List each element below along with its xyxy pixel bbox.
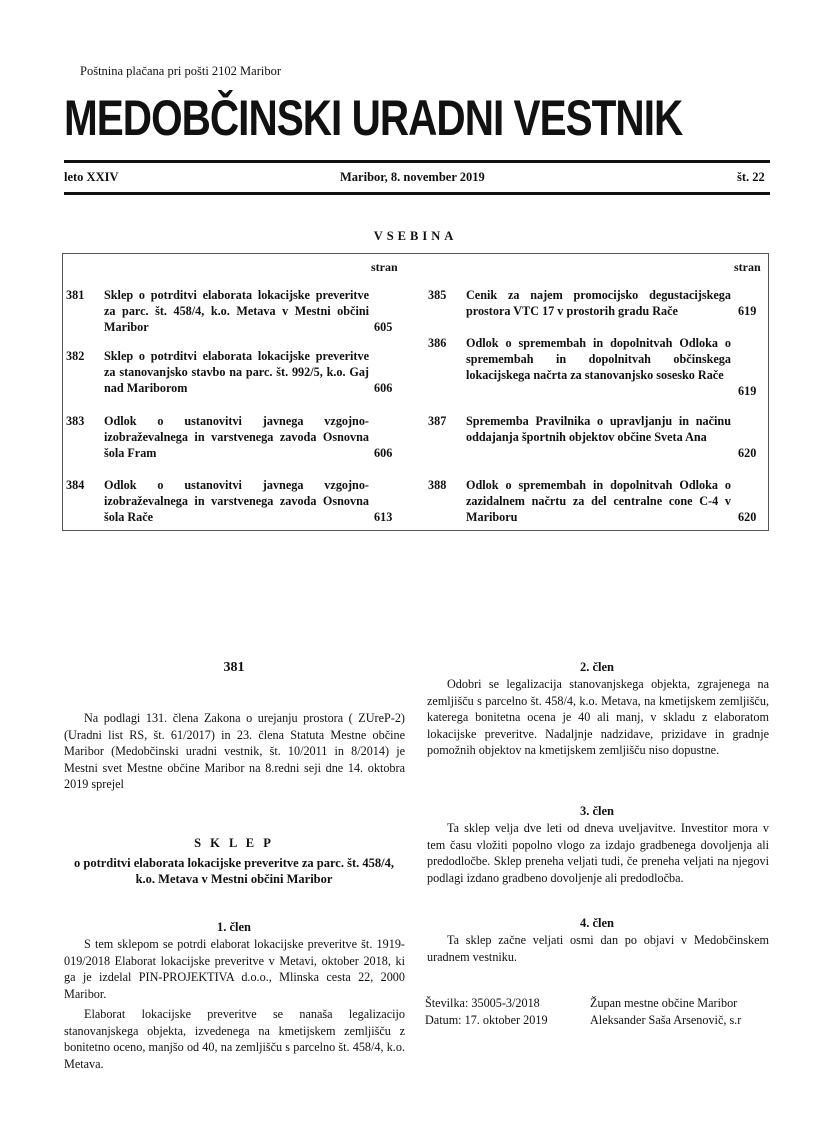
header-top-rule [64, 160, 770, 163]
toc-entry-386[interactable] [428, 335, 763, 401]
article-1-paragraph-2: Elaborat lokacijske preveritve se nanaša legalizacijo stanovanjskega objekta, izvedenega na kmetijskem zemljišču z bonitetno oceno, manjšo od 40, na zemljišču s parcelno št. 458/4, k.o. Metava. [64, 1007, 405, 1071]
issue-place-date: Maribor, 8. november 2019 [340, 170, 485, 184]
toc-entry-383[interactable] [66, 413, 396, 463]
toc-entry-title: Odlok o ustanovitvi javnega vzgojno-izobraževalnega in varstvenega zavoda Osnovna šola Rače [104, 478, 369, 524]
toc-page-header-left: stran [371, 260, 398, 274]
toc-entry-388[interactable] [428, 477, 763, 527]
decision-title: S K L E P [194, 836, 274, 850]
article-3-body [427, 820, 769, 886]
toc-entry-title: Odlok o spremembah in dopolnitvah Odloka o zazidalnem načrtu za del centralne cone C-4 v Mariboru [466, 478, 731, 524]
toc-page-header-right: stran [734, 260, 761, 274]
toc-entry-number: 384 [66, 478, 85, 492]
toc-entry-page: 619 [738, 304, 757, 318]
toc-entry-number: 383 [66, 414, 85, 428]
issue-year: leto XXIV [64, 170, 119, 184]
toc-entry-number: 388 [428, 478, 447, 492]
decision-subtitle: o potrditvi elaborata lokacijske preveritve za parc. št. 458/4, k.o. Metava v Mestni občini Maribor [74, 856, 394, 886]
toc-entry-number: 385 [428, 288, 447, 302]
article-2-heading: 2. člen [579, 660, 615, 674]
toc-entry-385[interactable] [428, 287, 763, 323]
preamble-text: Na podlagi 131. člena Zakona o urejanju prostora ( ZUreP-2) (Uradni list RS, št. 61/2017) in 23. člena Statuta Mestne občine Maribor (Medobčinski uradni vestnik, št. 10/2011 in 8/2014) je Mestni svet Mestne občine Maribor na 8.redni seji dne 14. oktobra 2019 sprejel [64, 711, 405, 791]
article-number: 381 [223, 660, 245, 675]
header-bottom-rule [64, 192, 770, 195]
toc-entry-page: 620 [738, 510, 757, 524]
article-3-heading: 3. člen [579, 804, 615, 818]
toc-entry-title: Sklep o potrditvi elaborata lokacijske preveritve za stanovanjsko stavbo na parc. št. 992/5, k.o. Gaj nad Mariborom [104, 349, 369, 395]
article-preamble [64, 710, 405, 793]
toc-entry-title: Sklep o potrditvi elaborata lokacijske preveritve za parc. št. 458/4, k.o. Metava v Mestni občini Maribor [104, 288, 369, 334]
postage-note: Poštnina plačana pri pošti 2102 Maribor [80, 64, 282, 78]
toc-entry-page: 606 [374, 446, 393, 460]
toc-entry-384[interactable] [66, 477, 396, 527]
toc-entry-title: Odlok o spremembah in dopolnitvah Odloka o spremembah in dopolnitvah občinskega lokacijskega načrta za stanovanjsko sosesko Rače [466, 336, 731, 382]
toc-entry-page: 605 [374, 320, 393, 334]
signature-role: Župan mestne občine Maribor [590, 996, 738, 1010]
signature-number: Številka: 35005-3/2018 [425, 996, 540, 1010]
toc-entry-number: 386 [428, 336, 447, 350]
signature-name: Aleksander Saša Arsenovič, s.r [590, 1013, 742, 1027]
toc-entry-number: 381 [66, 288, 85, 302]
table-of-contents [62, 253, 769, 531]
article-1-body [64, 936, 405, 1072]
article-4-body [427, 932, 769, 965]
article-4-paragraph: Ta sklep začne veljati osmi dan po objavi v Medobčinskem uradnem vestniku. [427, 933, 769, 964]
toc-entry-number: 382 [66, 349, 85, 363]
toc-entry-title: Sprememba Pravilnika o upravljanju in načinu oddajanja športnih objektov občine Sveta Ana [466, 414, 731, 444]
masthead-title: MEDOBČINSKI URADNI VESTNIK [64, 90, 683, 146]
signature-date: Datum: 17. oktober 2019 [425, 1013, 548, 1027]
toc-entry-page: 606 [374, 381, 393, 395]
toc-entry-title: Odlok o ustanovitvi javnega vzgojno-izobraževalnega in varstvenega zavoda Osnovna šola Fram [104, 414, 369, 460]
article-2-body [427, 676, 769, 759]
toc-entry-381[interactable] [66, 287, 396, 337]
toc-entry-page: 620 [738, 446, 757, 460]
article-3-paragraph: Ta sklep velja dve leti od dneva uveljavitve. Investitor mora v tem času vložiti popolno vlogo za izdajo gradbenega dovoljenja ali predodločbe. Sklep preneha veljati tudi, če preneha veljati na njegovi podlagi izdano gradbeno dovoljenje ali predodločba. [427, 821, 769, 885]
article-4-heading: 4. člen [579, 916, 615, 930]
article-2-paragraph: Odobri se legalizacija stanovanjskega objekta, zgrajenega na zemljišču s parcelno št. 458/4, k.o. Metava, na kmetijskem zemljišču, katerega bonitetna ocena je 40 ali manj, v skladu z elaboratom lokacijske preveritve. Nadaljnje nadzidave, prizidave in gradnje pomožnih objektov na kmetijskem zemljišču niso dopustne. [427, 677, 769, 757]
issue-number: št. 22 [737, 170, 765, 184]
toc-entry-page: 613 [374, 510, 393, 524]
toc-title: VSEBINA [373, 229, 458, 243]
toc-entry-title: Cenik za najem promocijsko degustacijskega prostora VTC 17 v prostorih gradu Rače [466, 288, 731, 318]
toc-entry-382[interactable] [66, 348, 396, 398]
toc-entry-387[interactable] [428, 413, 763, 463]
article-1-paragraph-1: S tem sklepom se potrdi elaborat lokacijske preveritve št. 1919-019/2018 Elaborat lokacijske preveritve v Metavi, oktober 2018, ki ga je izdelal PIN-PROJEKTIVA d.o.o., Mlinska cesta 22, 2000 Maribor. [64, 937, 405, 1001]
article-1-heading: 1. člen [216, 920, 252, 934]
toc-entry-number: 387 [428, 414, 447, 428]
toc-entry-page: 619 [738, 384, 757, 398]
